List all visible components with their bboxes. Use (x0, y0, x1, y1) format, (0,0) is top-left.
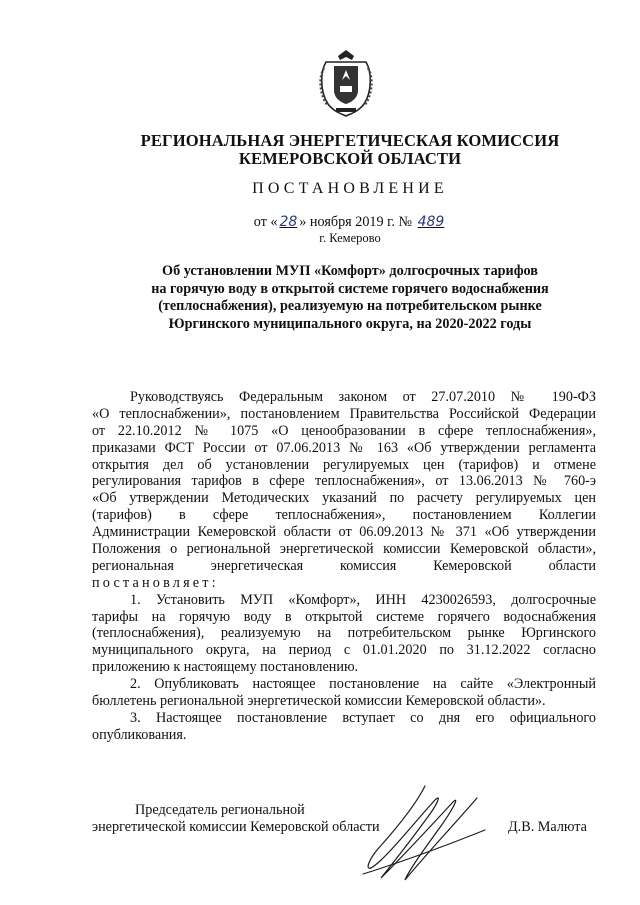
document-type: ПОСТАНОВЛЕНИЕ (252, 180, 448, 197)
date-line (100, 214, 600, 231)
body-line: бюллетень региональной энергетической комиссии Кемеровской области». (92, 693, 546, 710)
subject-line: на горячую воду в открытой системе горячего водоснабжения (151, 280, 549, 297)
body-line: приказами ФСТ России от 07.06.2013 № 163 «Об утверждении регламента (92, 439, 596, 456)
signatory-title-line-1: Председатель региональной (135, 802, 305, 818)
document-body (92, 389, 596, 744)
body-line: 1. Установить МУП «Комфорт», ИНН 4230026593, долгосрочные (130, 591, 596, 608)
body-line: (тарифов) в сфере теплоснабжения», постановлением Коллегии (92, 507, 596, 524)
handwritten-signature (355, 778, 495, 888)
body-line: открытия дел об установлении регулируемых цен (тарифов) и отмене (92, 456, 596, 473)
body-line: региональная энергетическая комиссия Кемеровской области (92, 557, 596, 574)
city: г. Кемерово (319, 231, 381, 245)
signatory-title (92, 802, 380, 836)
org-line-1: РЕГИОНАЛЬНАЯ ЭНЕРГЕТИЧЕСКАЯ КОМИССИЯ (140, 131, 560, 150)
body-line: Положения о региональной энергетической комиссии Кемеровской области», (92, 541, 596, 558)
document-subject (90, 263, 610, 333)
body-line: «Об утверждении Методических указаний по расчету регулируемых цен (92, 490, 596, 507)
date-prefix: от « (253, 214, 278, 230)
body-line: (теплоснабжения), реализуемую на потребительском рынке Юргинского (92, 625, 596, 642)
body-line: Руководствуясь Федеральным законом от 27.07.2010 № 190-ФЗ (130, 389, 596, 405)
subject-line: Об установлении МУП «Комфорт» долгосрочных тарифов (162, 263, 538, 279)
body-line: Администрации Кемеровской области от 06.09.2013 № 371 «Об утверждении (92, 524, 596, 541)
date-mid: » ноября 2019 г. № (299, 214, 413, 230)
subject-line: (теплоснабжения), реализуемую на потребительском рынке (158, 298, 542, 314)
body-line: регулирования тарифов в сфере теплоснабжения», от 13.06.2013 № 760-э (92, 473, 596, 490)
signatory-name: Д.В. Малюта (508, 819, 587, 835)
date-day: 28 (279, 214, 298, 230)
body-line: тарифы на горячую воду в открытой системе горячего водоснабжения (92, 608, 596, 625)
body-line: «О теплоснабжении», постановлением Правительства Российской Федерации (92, 405, 596, 422)
body-line: муниципального округа, на период с 01.01.2020 по 31.12.2022 согласно (92, 642, 596, 659)
body-line: приложению к настоящему постановлению. (92, 659, 359, 676)
coat-of-arms-icon (316, 46, 376, 118)
document-number: 489 (417, 214, 445, 230)
body-line: опубликования. (92, 726, 187, 743)
organization-name (100, 132, 600, 168)
org-line-2: КЕМЕРОВСКОЙ ОБЛАСТИ (238, 149, 462, 168)
subject-line: Юргинского муниципального округа, на 2020-2022 годы (168, 315, 532, 332)
signatory-title-line-2: энергетической комиссии Кемеровской области (92, 819, 380, 835)
body-line: постановляет: (92, 574, 219, 591)
body-line: 2. Опубликовать настоящее постановление на сайте «Электронный (130, 676, 596, 693)
body-line: от 22.10.2012 № 1075 «О ценообразовании в сфере теплоснабжения», (92, 422, 596, 439)
body-line: 3. Настоящее постановление вступает со дня его официального (130, 709, 596, 726)
